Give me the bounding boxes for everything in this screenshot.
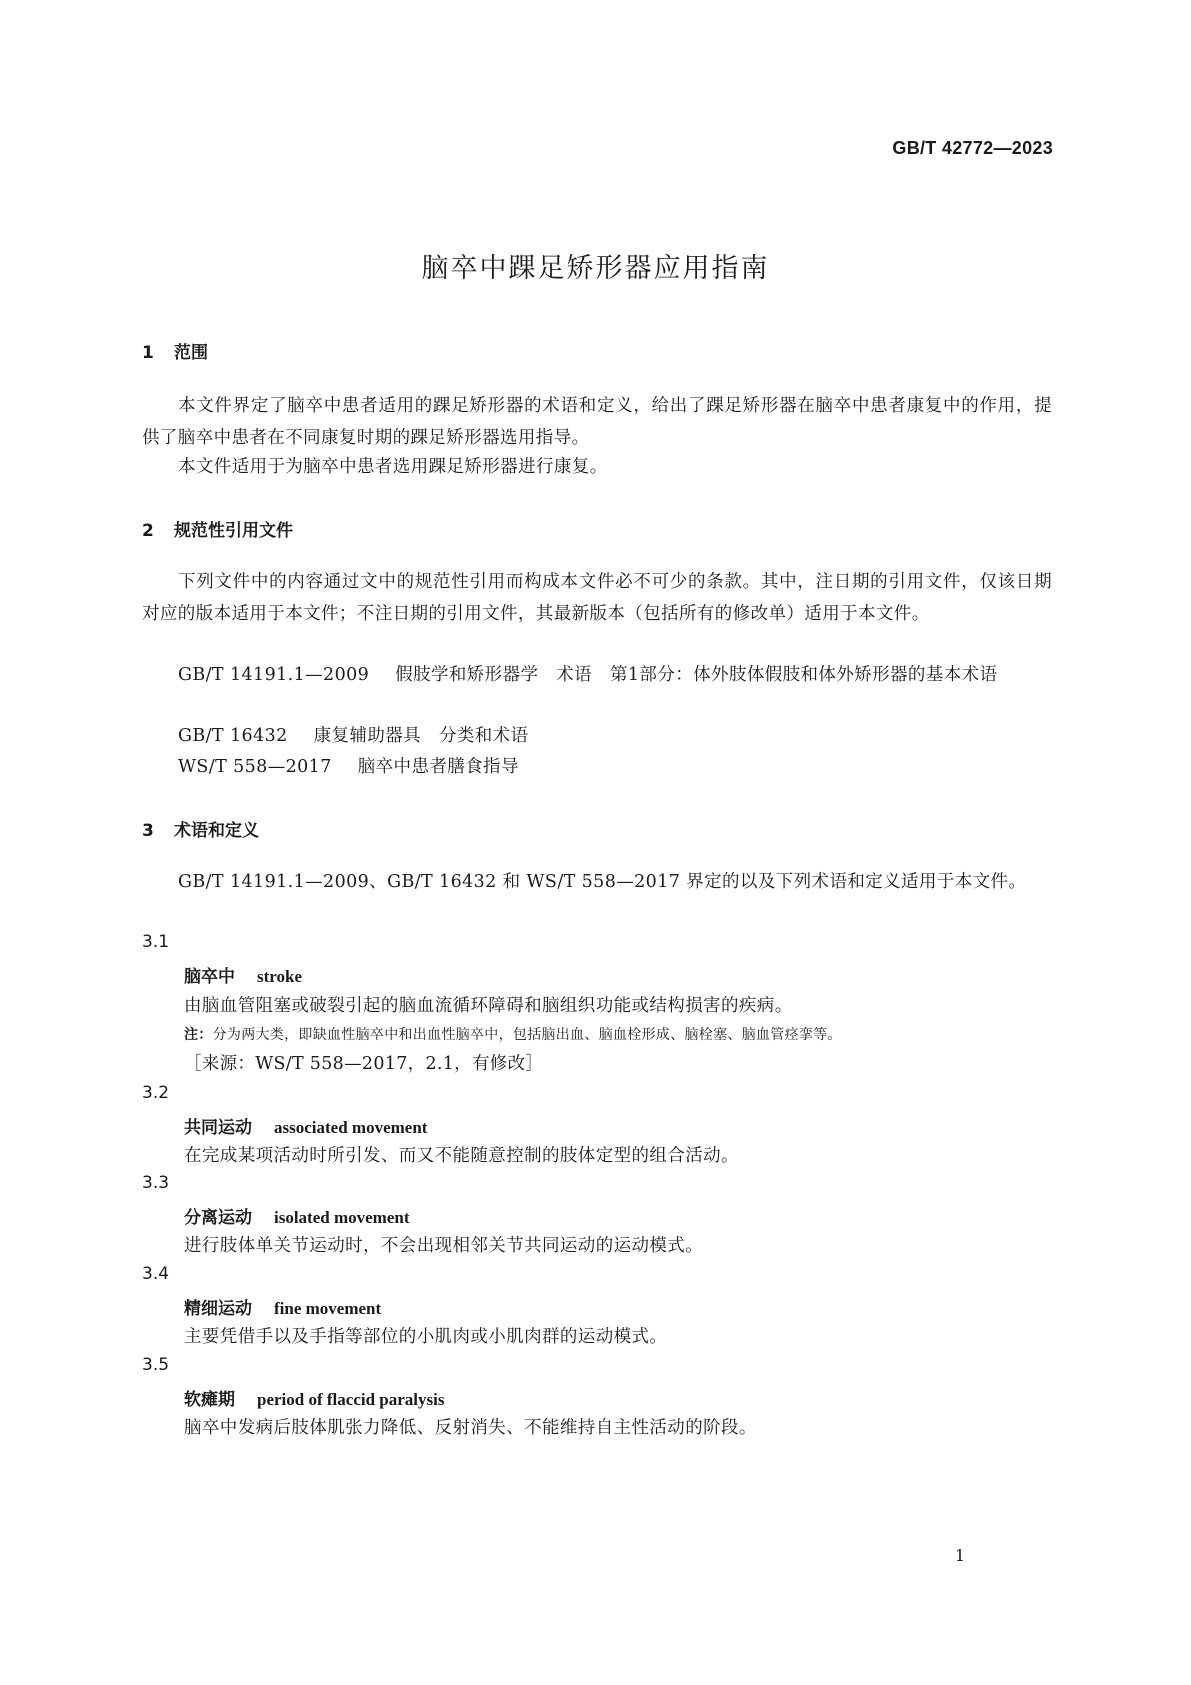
note-text: 分为两大类，即缺血性脑卒中和出血性脑卒中，包括脑出血、脑血栓形成、脑栓塞、脑血管痉挛等。 <box>212 1027 842 1043</box>
section-heading-normative-references <box>142 516 293 541</box>
term-en: stroke <box>257 967 303 986</box>
note-label: 注： <box>184 1027 213 1043</box>
term-entry <box>184 962 302 987</box>
term-entry <box>184 1203 410 1228</box>
section-heading-scope <box>142 338 208 363</box>
scope-paragraph-2: 本文件适用于为脑卒中患者选用踝足矫形器进行康复。 <box>178 457 608 477</box>
term-source: ［来源：WS/T 558—2017，2.1，有修改］ <box>184 1054 544 1074</box>
term-zh: 脑卒中 <box>184 967 235 987</box>
term-number: 3.4 <box>142 1264 170 1284</box>
reference-item <box>178 753 519 778</box>
term-definition: 脑卒中发病后肢体肌张力降低、反射消失、不能维持自主性活动的阶段。 <box>184 1418 757 1438</box>
document-title: 脑卒中踝足矫形器应用指南 <box>421 253 770 284</box>
term-number: 3.1 <box>142 932 170 952</box>
term-en: period of flaccid paralysis <box>257 1390 445 1409</box>
term-zh: 分离运动 <box>184 1208 252 1228</box>
term-entry <box>184 1113 427 1138</box>
section-number: 3 <box>142 821 154 841</box>
term-en: associated movement <box>274 1118 428 1137</box>
page-number: 1 <box>954 1546 965 1565</box>
term-zh: 软瘫期 <box>184 1390 235 1410</box>
section-title: 范围 <box>174 343 208 363</box>
section-number: 1 <box>142 343 154 363</box>
section-title: 规范性引用文件 <box>174 521 293 541</box>
term-number: 3.2 <box>142 1083 170 1103</box>
reference-title: 假肢学和矫形器学 术语 第1部分：体外肢体假肢和体外矫形器的基本术语 <box>395 665 998 685</box>
reference-code: GB/T 14191.1—2009 <box>178 665 370 685</box>
reference-code: WS/T 558—2017 <box>178 757 332 777</box>
term-definition: 进行肢体单关节运动时，不会出现相邻关节共同运动的运动模式。 <box>184 1236 704 1256</box>
reference-item <box>178 722 528 747</box>
term-definition: 由脑血管阻塞或破裂引起的脑血流循环障碍和脑组织功能或结构损害的疾病。 <box>184 996 793 1016</box>
term-definition: 主要凭借手以及手指等部位的小肌肉或小肌肉群的运动模式。 <box>184 1327 668 1347</box>
term-entry <box>184 1294 381 1319</box>
reference-item <box>142 659 1052 691</box>
reference-code: GB/T 16432 <box>178 726 288 746</box>
term-note <box>184 1024 842 1044</box>
standard-number: GB/T 42772—2023 <box>892 138 1053 158</box>
term-definition: 在完成某项活动时所引发、而又不能随意控制的肢体定型的组合活动。 <box>184 1146 739 1166</box>
term-number: 3.5 <box>142 1355 170 1375</box>
term-number: 3.3 <box>142 1173 170 1193</box>
section-number: 2 <box>142 521 154 541</box>
reference-title: 康复辅助器具 分类和术语 <box>313 726 529 746</box>
scope-paragraph-1: 本文件界定了脑卒中患者适用的踝足矫形器的术语和定义，给出了踝足矫形器在脑卒中患者康复中的作用，提供了脑卒中患者在不同康复时期的踝足矫形器选用指导。 <box>142 396 1052 448</box>
term-zh: 精细运动 <box>184 1299 252 1319</box>
term-entry <box>184 1385 444 1410</box>
terms-intro: GB/T 14191.1—2009、GB/T 16432 和 WS/T 558—2017 界定的以及下列术语和定义适用于本文件。 <box>178 872 1027 892</box>
section-title: 术语和定义 <box>174 821 259 841</box>
references-intro: 下列文件中的内容通过文中的规范性引用而构成本文件必不可少的条款。其中，注日期的引用文件，仅该日期对应的版本适用于本文件；不注日期的引用文件，其最新版本（包括所有的修改单）适用于本文件。 <box>142 572 1052 624</box>
term-en: isolated movement <box>274 1208 410 1227</box>
term-en: fine movement <box>274 1299 382 1318</box>
term-zh: 共同运动 <box>184 1118 252 1138</box>
reference-title: 脑卒中患者膳食指导 <box>357 757 519 777</box>
section-heading-terms-definitions <box>142 816 259 841</box>
